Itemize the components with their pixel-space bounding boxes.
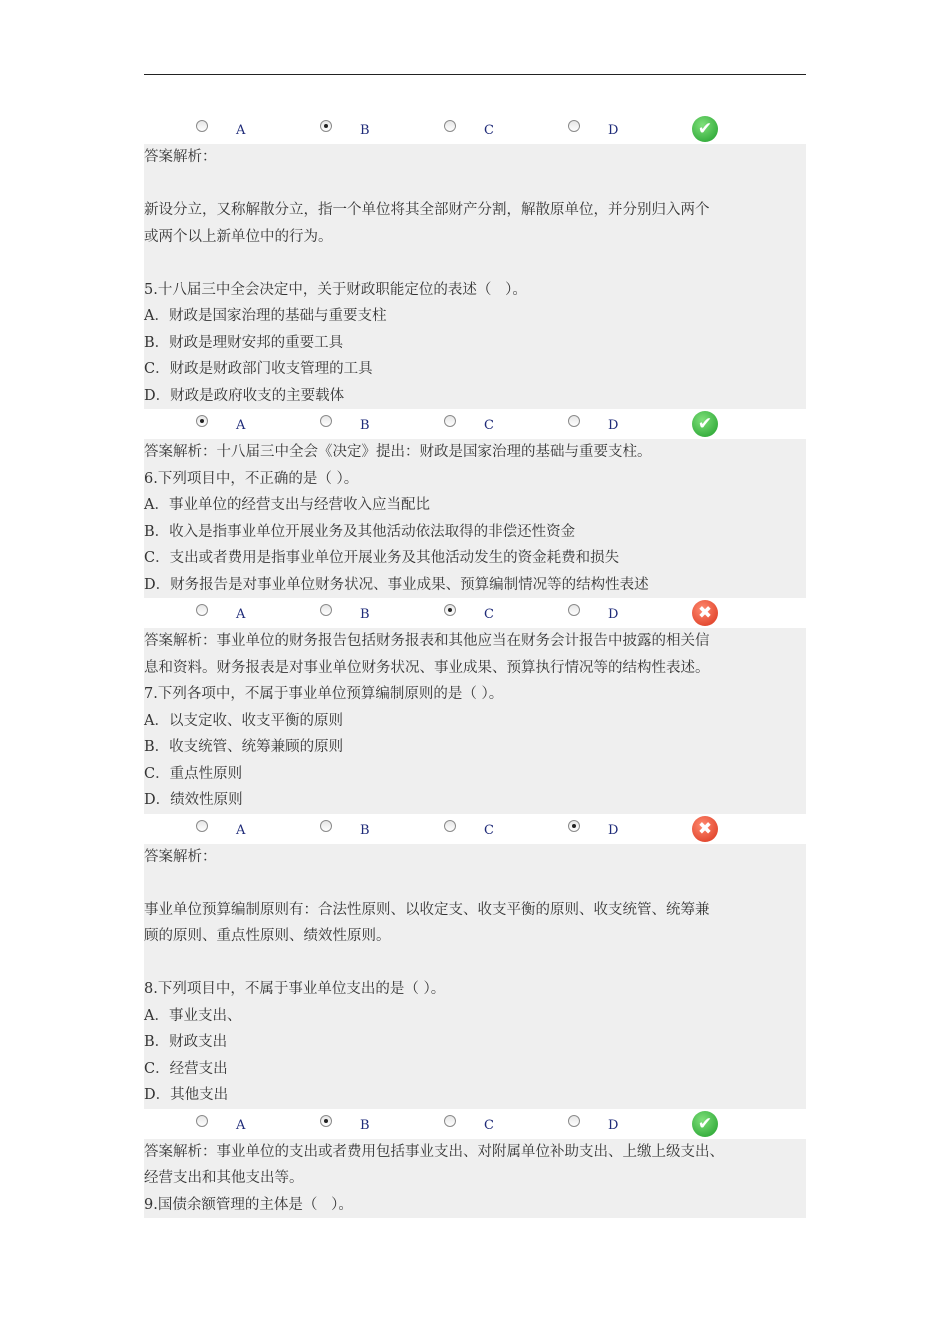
option-d[interactable]: D bbox=[568, 120, 658, 138]
option-c[interactable]: C bbox=[444, 604, 534, 622]
option-b[interactable]: B bbox=[320, 604, 410, 622]
question-text: 6.下列项目中，不正确的是（ ）。 bbox=[144, 470, 359, 487]
radio-icon[interactable] bbox=[320, 604, 332, 616]
quiz-content bbox=[144, 114, 806, 1218]
choice-text: C．重点性原则 bbox=[144, 765, 243, 782]
radio-icon[interactable] bbox=[196, 604, 208, 616]
analysis-text: 答案解析：十八届三中全会《决定》提出：财政是国家治理的基础与重要支柱。 bbox=[144, 444, 652, 460]
radio-icon[interactable] bbox=[444, 415, 456, 427]
radio-icon[interactable] bbox=[568, 415, 580, 427]
question-block bbox=[144, 628, 806, 814]
choice-text: B．财政支出 bbox=[144, 1034, 228, 1050]
radio-selected-icon[interactable] bbox=[320, 120, 332, 132]
question-text: 9.国债余额管理的主体是（ ）。 bbox=[144, 1196, 353, 1213]
analysis-text: 息和资料。财务报表是对事业单位财务状况、事业成果、预算执行情况等的结构性表述。 bbox=[144, 659, 710, 676]
option-c[interactable]: C bbox=[444, 120, 534, 138]
choice-text: A．以支定收、收支平衡的原则 bbox=[144, 712, 343, 729]
checkmark-circle-icon: ✔ bbox=[692, 1111, 718, 1137]
question-block bbox=[144, 1139, 806, 1219]
question-text: 5.十八届三中全会决定中，关于财政职能定位的表述（ ）。 bbox=[144, 281, 527, 298]
x-circle-icon: ✖ bbox=[692, 816, 718, 842]
header-rule bbox=[144, 74, 806, 75]
analysis-text: 或两个以上新单位中的行为。 bbox=[144, 228, 333, 245]
answer-options-row bbox=[144, 598, 806, 628]
choice-text: B．财政是理财安邦的重要工具 bbox=[144, 334, 344, 351]
radio-icon[interactable] bbox=[568, 604, 580, 616]
choice-text: D．绩效性原则 bbox=[144, 792, 243, 808]
checkmark-circle-icon: ✔ bbox=[692, 116, 718, 142]
radio-icon[interactable] bbox=[444, 120, 456, 132]
question-block bbox=[144, 439, 806, 598]
question-text: 7.下列各项中，不属于事业单位预算编制原则的是（ ）。 bbox=[144, 686, 504, 702]
option-a[interactable]: A bbox=[196, 415, 286, 433]
option-c[interactable]: C bbox=[444, 415, 534, 433]
checkmark-circle-icon: ✔ bbox=[692, 411, 718, 437]
option-d[interactable]: D bbox=[568, 1115, 658, 1133]
radio-selected-icon[interactable] bbox=[444, 604, 456, 616]
option-b[interactable]: B bbox=[320, 415, 410, 433]
choice-text: C．经营支出 bbox=[144, 1060, 228, 1077]
question-text: 8.下列项目中，不属于事业单位支出的是（ ）。 bbox=[144, 981, 446, 997]
analysis-label: 答案解析： bbox=[144, 149, 217, 165]
analysis-label: 答案解析： bbox=[144, 848, 217, 865]
choice-text: C．财政是财政部门收支管理的工具 bbox=[144, 361, 373, 377]
radio-icon[interactable] bbox=[320, 820, 332, 832]
analysis-text: 事业单位预算编制原则有：合法性原则、以收定支、收支平衡的原则、收支统管、统筹兼 bbox=[144, 901, 710, 918]
option-a[interactable]: A bbox=[196, 1115, 286, 1133]
radio-icon[interactable] bbox=[196, 1115, 208, 1127]
option-d[interactable]: D bbox=[568, 604, 658, 622]
analysis-text: 经营支出和其他支出等。 bbox=[144, 1170, 304, 1186]
option-d[interactable]: D bbox=[568, 415, 658, 433]
choice-text: D．财政是政府收支的主要载体 bbox=[144, 387, 345, 404]
question-block bbox=[144, 844, 806, 1109]
choice-text: A．事业支出、 bbox=[144, 1007, 242, 1024]
radio-selected-icon[interactable] bbox=[320, 1115, 332, 1127]
radio-icon[interactable] bbox=[444, 1115, 456, 1127]
radio-icon[interactable] bbox=[196, 120, 208, 132]
answer-options-row bbox=[144, 814, 806, 844]
choice-text: A．事业单位的经营支出与经营收入应当配比 bbox=[144, 497, 430, 513]
analysis-text: 答案解析：事业单位的支出或者费用包括事业支出、对附属单位补助支出、上缴上级支出、 bbox=[144, 1143, 724, 1160]
analysis-text: 顾的原则、重点性原则、绩效性原则。 bbox=[144, 928, 391, 944]
option-a[interactable]: A bbox=[196, 820, 286, 838]
answer-options-row bbox=[144, 114, 806, 144]
choice-text: A．财政是国家治理的基础与重要支柱 bbox=[144, 308, 387, 324]
radio-icon[interactable] bbox=[568, 1115, 580, 1127]
choice-text: D．其他支出 bbox=[144, 1087, 229, 1103]
option-b[interactable]: B bbox=[320, 820, 410, 838]
choice-text: B．收支统管、统筹兼顾的原则 bbox=[144, 739, 344, 755]
option-c[interactable]: C bbox=[444, 820, 534, 838]
radio-icon[interactable] bbox=[444, 820, 456, 832]
option-d[interactable]: D bbox=[568, 820, 658, 838]
option-b[interactable]: B bbox=[320, 1115, 410, 1133]
option-b[interactable]: B bbox=[320, 120, 410, 138]
x-circle-icon: ✖ bbox=[692, 600, 718, 626]
choice-text: D．财务报告是对事业单位财务状况、事业成果、预算编制情况等的结构性表述 bbox=[144, 576, 649, 593]
option-c[interactable]: C bbox=[444, 1115, 534, 1133]
option-a[interactable]: A bbox=[196, 120, 286, 138]
radio-icon[interactable] bbox=[196, 820, 208, 832]
answer-options-row bbox=[144, 409, 806, 439]
analysis-text: 新设分立，又称解散分立，指一个单位将其全部财产分割，解散原单位，并分别归入两个 bbox=[144, 202, 710, 218]
analysis-text: 答案解析：事业单位的财务报告包括财务报表和其他应当在财务会计报告中披露的相关信 bbox=[144, 633, 710, 649]
radio-icon[interactable] bbox=[320, 415, 332, 427]
question-block bbox=[144, 144, 806, 409]
choice-text: C．支出或者费用是指事业单位开展业务及其他活动发生的资金耗费和损失 bbox=[144, 550, 620, 566]
choice-text: B．收入是指事业单位开展业务及其他活动依法取得的非偿还性资金 bbox=[144, 523, 576, 540]
radio-icon[interactable] bbox=[568, 120, 580, 132]
answer-options-row bbox=[144, 1109, 806, 1139]
radio-selected-icon[interactable] bbox=[196, 415, 208, 427]
radio-selected-icon[interactable] bbox=[568, 820, 580, 832]
option-a[interactable]: A bbox=[196, 604, 286, 622]
